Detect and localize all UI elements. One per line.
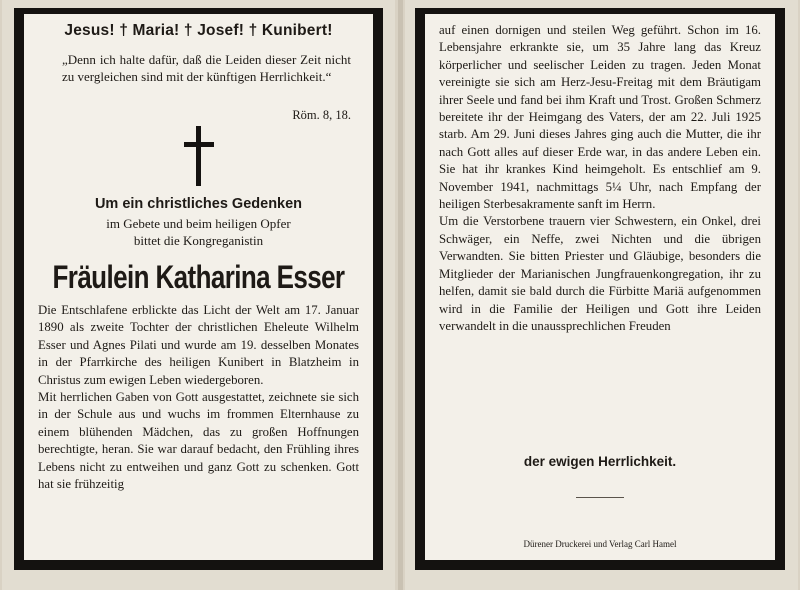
biography-paragraph-2: Mit herrlichen Gaben von Gott ausgestattet, zeichnete sie sich in der Schule aus und wuchs im frommen Elternhause zu einem blühenden Mädchen, das zu großen Hoffnungen berechtigte, heran. Sie war darauf bedacht, den Frühling ihres Lebens nicht zu entweihen und ganz Gott zu schenken. Gott hat sie frühzeitig [38, 390, 359, 492]
left-body-text [38, 302, 359, 493]
right-page [405, 0, 798, 590]
printer-imprint: Dürener Druckerei und Verlag Carl Hamel [523, 539, 677, 549]
right-body-text [439, 22, 761, 335]
divider [576, 497, 624, 498]
left-page [2, 0, 395, 590]
bible-quote: „Denn ich halte dafür, daß die Leiden dieser Zeit nicht zu vergleichen sind mit der künftigen Herrlichkeit.“ [62, 52, 351, 84]
mourning-border [14, 8, 383, 570]
request-line: bittet die Kongreganistin [133, 233, 264, 248]
memorial-heading: Um ein christliches Gedenken [94, 196, 303, 212]
prayer-line: im Gebete und beim heiligen Opfer [106, 216, 291, 231]
invocation: Jesus! † Maria! † Josef! † Kunibert! [64, 22, 333, 39]
biography-paragraph-1: Die Entschlafene erblickte das Licht der Welt am 17. Januar 1890 als zweite Tochter der christlichen Eheleute Wilhelm Esser und Agnes Pilati und wurde am 19. desselben Monates in der Pfarrkirche des heiligen Kunibert in Blatzheim in Christus zum ewigen Leben wiedergeboren. [38, 303, 359, 387]
biography-paragraph-3: auf einen dornigen und steilen Weg geführt. Schon im 16. Lebensjahre erkrankte sie, um 35 Jahre lang das Kreuz körperlicher und seelischer Leiden zu tragen. Jeden Monat vereinigte sie sich am Herz-Jesu-Freitag mit dem Bräutigam ihrer Seele und fand bei ihm Kraft und Trost. Großen Schmerz bereitete ihr der Heimgang des Vaters, der am 22. Juli 1925 starb. Am 29. Juni dieses Jahres ging auch die Mutter, die ihr nach Gott alles auf dieser Erde war, in das andere Leben ein. Sie hat ihr krankes Kind heimgeholt. Es entschlief am 9. November 1941, nachmittags 5¼ Uhr, nach Empfang der heiligen Sterbesakramente sanft im Herrn. [439, 23, 761, 212]
left-paper [24, 14, 373, 560]
mourning-border [415, 8, 785, 570]
right-paper [425, 14, 775, 560]
cross-icon [184, 126, 214, 186]
quote-source: Röm. 8, 18. [292, 108, 351, 122]
card-fold [398, 0, 403, 590]
closing-line: der ewigen Herrlichkeit. [523, 454, 677, 469]
mourners-paragraph: Um die Verstorbene trauern vier Schwestern, ein Onkel, drei Schwäger, ein Neffe, zwei Nichten und die übrigen Verwandten. Sie bitten Priester und Gläubige, besonders die Mitglieder der Marianischen Jungfrauenkongregation, ihr zu helfen, damit sie bald durch die Fürbitte Mariä aufgenommen wird in die Familie der Heiligen und Gott ihre Leiden verwandelt in die unaussprechlichen Freuden [439, 214, 761, 333]
deceased-name: Fräulein Katharina Esser [52, 258, 345, 296]
